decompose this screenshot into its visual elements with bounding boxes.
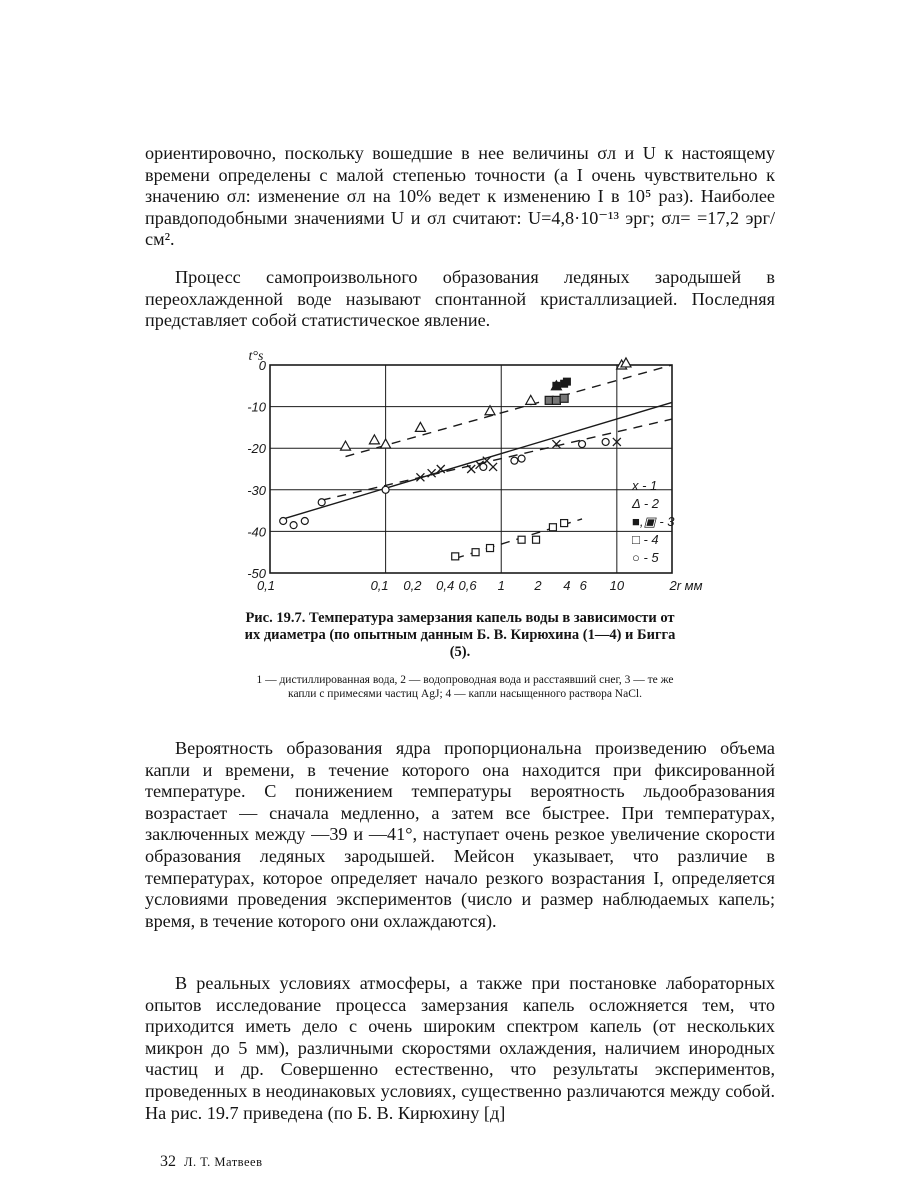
paragraph-1: ориентировочно, поскольку вошедшие в нее величины σл и U к настоящему времени определены с малой степенью точности (а I очень чувствительно к значению σл: изменение σл на 10% ведет к изменению I в 10⁵ раз). Наиболее правдоподобными значениями U и σл считают: U=4,8·10⁻¹³ эрг; σл= =17,2 эрг/см². — [145, 143, 775, 250]
legend-entry: x - 1 — [632, 478, 658, 493]
paragraph-2: Процесс самопроизвольного образования ледяных зародышей в переохлажденной воде называют спонтанной кристаллизацией. Последняя представляет собой статистическое явление. — [145, 267, 775, 331]
data-point-triangle — [381, 439, 391, 448]
data-point-square — [561, 520, 568, 527]
footer-author: Л. Т. Матвеев — [184, 1155, 263, 1169]
figure-legend-note: 1 — дистиллированная вода, 2 — водопроводная вода и расстаявший снег, 3 — те же капли с примесями частиц AgJ; 4 — капли насыщенного раствора NaCl. — [256, 674, 674, 700]
x-tick-label: 2r мм — [669, 578, 703, 593]
legend-entry: Δ - 2 — [632, 496, 660, 511]
data-point-circle — [579, 441, 586, 448]
y-tick-label: -20 — [247, 441, 266, 457]
data-point-cross — [467, 465, 475, 473]
trend-line-solid — [283, 402, 672, 518]
data-point-square — [549, 524, 556, 531]
x-tick-label: 6 — [579, 578, 587, 593]
x-tick-label: 2 — [534, 578, 542, 593]
data-point-circle — [301, 518, 308, 525]
data-point-square-filled — [552, 382, 560, 390]
legend-entry: □ - 4 — [632, 532, 659, 547]
data-point-square — [452, 553, 459, 560]
data-point-triangle — [341, 441, 351, 450]
figure-19-7 — [240, 340, 703, 605]
data-point-square — [518, 536, 525, 543]
data-point-circle — [382, 486, 389, 493]
data-point-cross — [552, 440, 560, 448]
data-point-circle — [480, 463, 487, 470]
x-tick-label: 0,2 — [403, 578, 422, 593]
data-point-square — [472, 549, 479, 556]
y-axis-label: t°s — [248, 349, 264, 364]
data-point-circle — [280, 518, 287, 525]
y-tick-label: -10 — [247, 399, 266, 415]
data-point-square-filled — [563, 378, 571, 386]
freezing-temperature-chart — [240, 340, 703, 605]
x-tick-label: 0,6 — [458, 578, 477, 593]
data-point-cross — [489, 463, 497, 471]
x-tick-label: 0,4 — [436, 578, 455, 593]
data-point-triangle — [415, 422, 425, 431]
data-point-circle — [602, 438, 609, 445]
trend-line-dashed — [346, 365, 672, 457]
data-point-square-hatched — [560, 394, 568, 402]
data-point-circle — [290, 522, 297, 529]
data-point-square — [533, 536, 540, 543]
x-tick-label: 0,1 — [256, 578, 276, 593]
y-tick-label: 0 — [258, 358, 266, 373]
paragraph-4: В реальных условиях атмосферы, а также при постановке лабораторных опытов исследование процесса замерзания капель осложняется тем, что приходится иметь дело с очень широким спектром капель (от нескольких микрон до 5 мм), различными скоростями охлаждения, наличием инородных частиц и др. Совершенно естественно, что результаты экспериментов, проведенных в неодинаковых условиях, существенно различаются между собой. На рис. 19.7 приведена (по Б. В. Кирюхину [д] — [145, 973, 775, 1123]
x-tick-label: 4 — [563, 578, 571, 593]
legend-entry: ■,▣ - 3 — [632, 514, 675, 529]
page-footer — [160, 1153, 263, 1171]
figure-caption: Рис. 19.7. Температура замерзания капель воды в зависимости от их диаметра (по опытным данным Б. В. Кирюхина (1—4) и Бигга (5). — [244, 610, 676, 660]
x-tick-label: 1 — [497, 578, 505, 593]
data-point-triangle — [526, 395, 536, 404]
data-point-circle — [318, 499, 325, 506]
y-tick-label: -40 — [247, 524, 266, 540]
trend-line-dashed — [322, 419, 672, 500]
y-tick-label: -30 — [247, 482, 266, 498]
legend-entry: ○ - 5 — [632, 550, 659, 565]
data-point-circle — [511, 457, 518, 464]
data-point-square-hatched — [552, 396, 560, 404]
data-point-triangle — [369, 435, 379, 444]
paragraph-3: Вероятность образования ядра пропорциональна произведению объема капли и времени, в течение которого она находится при фиксированной температуре. С понижением температуры вероятность льдообразования возрастает — сначала медленно, а затем все быстрее. При температурах, заключенных между —39 и —41°, наступает очень резкое увеличение скорости образования ледяных зародышей. Мейсон указывает, что различие в температурах, которое определяет начало резкого возрастания I, определяется условиями проведения экспериментов (число и размер наблюдаемых капель; время, в течение которого они охлаждаются). — [145, 738, 775, 931]
data-point-square — [487, 545, 494, 552]
x-tick-label: 0,1 — [370, 578, 389, 593]
data-point-circle — [518, 455, 525, 462]
data-point-triangle — [485, 406, 495, 415]
y-tick-label: -50 — [247, 566, 266, 581]
x-tick-label: 10 — [609, 578, 625, 593]
page-number: 32 — [160, 1153, 176, 1170]
